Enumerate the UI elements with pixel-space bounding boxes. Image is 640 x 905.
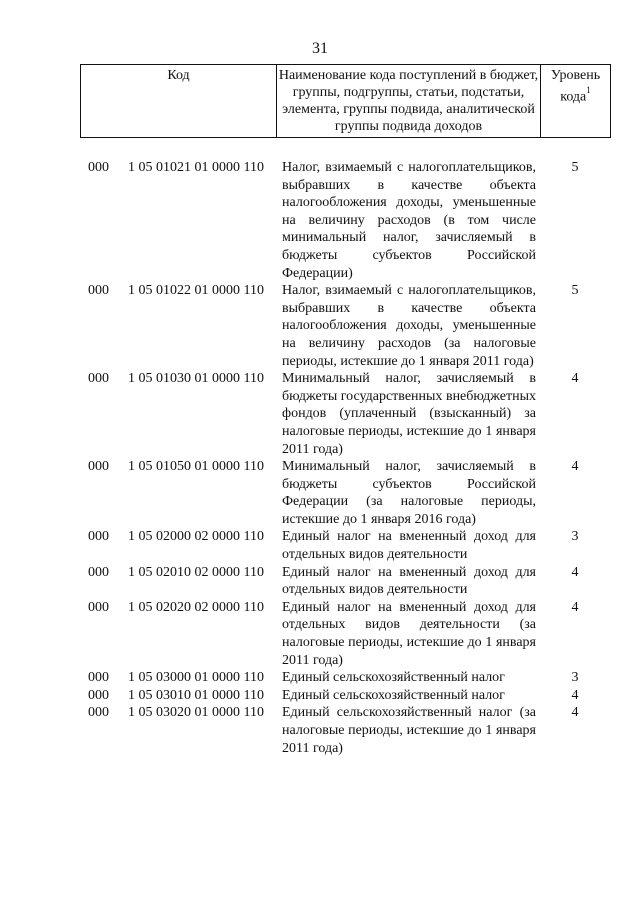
row-admin-code: 000	[88, 160, 109, 175]
table-row	[0, 669, 640, 687]
table-row	[0, 528, 640, 563]
table-row	[0, 687, 640, 705]
row-admin-code: 000	[88, 459, 109, 475]
row-name: Налог, взимаемый с налогоплательщиков, выбравших в качестве объекта налогообложения доходы, уменьшенные на величину расходов (за налоговые периоды, истекшие до 1 января 2011 года)	[282, 283, 536, 369]
row-level: 4	[571, 564, 579, 580]
page-number: 31	[312, 40, 328, 57]
row-name: Единый сельскохозяйственный налог	[282, 687, 505, 703]
row-level: 4	[571, 371, 579, 387]
header-name	[276, 65, 540, 137]
row-level: 5	[571, 283, 579, 299]
row-admin-code: 000	[88, 283, 109, 299]
row-name: Единый сельскохозяйственный налог (за налоговые периоды, истекшие до 1 января 2011 года)	[282, 705, 536, 756]
row-level: 3	[571, 529, 579, 545]
row-name: Единый сельскохозяйственный налог	[282, 670, 505, 686]
table-row	[0, 564, 640, 599]
row-income-code: 1 05 02000 02 0000 110	[128, 529, 264, 545]
row-income-code: 1 05 01021 01 0000 110	[128, 160, 264, 175]
header-level-label: Уровень кода	[550, 68, 601, 105]
header-name-label: Наименование кода поступлений в бюджет, группы, подгруппы, статьи, подстатьи, элемента, группы подвида, аналитической группы подвида доходов	[278, 68, 539, 134]
table-header	[80, 64, 611, 138]
row-admin-code: 000	[88, 670, 109, 686]
row-level: 4	[571, 599, 579, 615]
row-income-code: 1 05 01022 01 0000 110	[128, 283, 264, 299]
row-name: Минимальный налог, зачисляемый в бюджеты государственных внебюджетных фондов (уплаченный (взысканный) за налоговые периоды, истекшие до 1 января 2011 года)	[282, 371, 536, 457]
row-admin-code: 000	[88, 687, 109, 703]
row-admin-code: 000	[88, 599, 109, 615]
row-name: Минимальный налог, зачисляемый в бюджеты субъектов Российской Федерации (за налоговые периоды, истекшие до 1 января 2016 года)	[282, 459, 536, 527]
row-income-code: 1 05 03010 01 0000 110	[128, 687, 264, 703]
row-level: 4	[571, 459, 579, 475]
row-income-code: 1 05 02020 02 0000 110	[128, 599, 264, 615]
row-level: 3	[571, 670, 579, 686]
header-level-footnote: 1	[586, 85, 591, 95]
table-row	[0, 282, 640, 370]
table-row	[0, 458, 640, 528]
row-admin-code: 000	[88, 371, 109, 387]
row-level: 4	[571, 687, 579, 703]
row-name: Единый налог на вмененный доход для отдельных видов деятельности	[282, 529, 536, 563]
header-level	[540, 65, 611, 137]
table-row	[0, 599, 640, 669]
row-income-code: 1 05 03000 01 0000 110	[128, 670, 264, 686]
row-admin-code: 000	[88, 529, 109, 545]
row-name: Налог, взимаемый с налогоплательщиков, выбравших в качестве объекта налогообложения доходы, уменьшенные на величину расходов (в том числе минимальный налог, зачисляемый в бюджеты субъектов Российской Федерации)	[282, 160, 536, 281]
row-income-code: 1 05 03020 01 0000 110	[128, 705, 264, 721]
table-row	[0, 159, 640, 282]
row-name: Единый налог на вмененный доход для отдельных видов деятельности	[282, 564, 536, 598]
row-income-code: 1 05 01030 01 0000 110	[128, 371, 264, 387]
row-admin-code: 000	[88, 564, 109, 580]
table-row	[0, 704, 640, 757]
row-income-code: 1 05 02010 02 0000 110	[128, 564, 264, 580]
row-name: Единый налог на вмененный доход для отдельных видов деятельности (за налоговые периоды, истекшие до 1 января 2011 года)	[282, 599, 536, 668]
table-body	[0, 159, 640, 757]
row-income-code: 1 05 01050 01 0000 110	[128, 459, 264, 475]
header-code-label: Код	[167, 68, 190, 83]
row-level: 4	[571, 705, 579, 721]
row-admin-code: 000	[88, 705, 109, 721]
table-row	[0, 370, 640, 458]
header-code	[80, 65, 276, 137]
row-level: 5	[571, 160, 579, 175]
